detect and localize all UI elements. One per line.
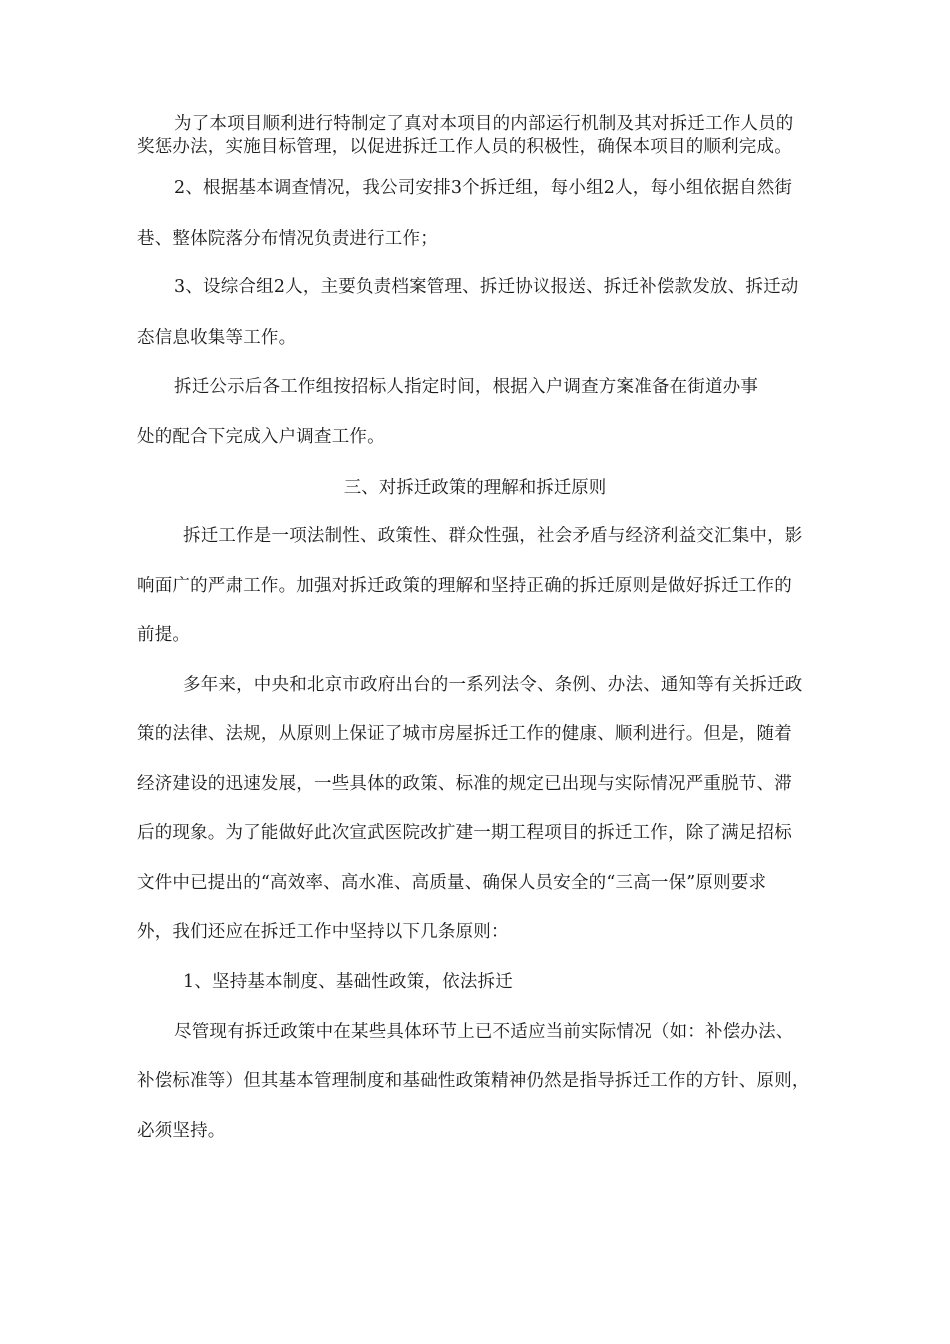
p6-line-1: 多年来，中央和北京市政府出台的一系列法令、条例、办法、通知等有关拆迁政 <box>183 675 803 695</box>
p6-line-6: 外，我们还应在拆迁工作中坚持以下几条原则： <box>137 922 509 942</box>
p5-line-2: 响面广的严肃工作。加强对拆迁政策的理解和坚持正确的拆迁原则是做好拆迁工作的 <box>137 576 792 596</box>
p2-line-2: 巷、整体院落分布情况负责进行工作； <box>137 229 438 249</box>
p4-line-2: 处的配合下完成入户调查工作。 <box>137 427 385 447</box>
p8-line-1: 尽管现有拆迁政策中在某些具体环节上已不适应当前实际情况（如：补偿办法、 <box>174 1022 794 1042</box>
p1-line-1: 为了本项目顺利进行特制定了真对本项目的内部运行机制及其对拆迁工作人员的 <box>174 114 794 134</box>
p3-line-1: 3、设综合组2人，主要负责档案管理、拆迁协议报送、拆迁补偿款发放、拆迁动 <box>174 277 799 297</box>
p6-line-4: 后的现象。为了能做好此次宣武医院改扩建一期工程项目的拆迁工作，除了满足招标 <box>137 823 792 843</box>
p8-line-2: 补偿标准等）但其基本管理制度和基础性政策精神仍然是指导拆迁工作的方针、原则， <box>137 1071 810 1091</box>
p4-line-1: 拆迁公示后各工作组按招标人指定时间，根据入户调查方案准备在街道办事 <box>174 377 759 397</box>
p7-line-1: 1、坚持基本制度、基础性政策，依法拆迁 <box>183 972 513 992</box>
p3-line-2: 态信息收集等工作。 <box>137 328 297 348</box>
p8-line-3: 必须坚持。 <box>137 1121 226 1141</box>
p5-line-3: 前提。 <box>137 625 191 645</box>
p5-line-1: 拆迁工作是一项法制性、政策性、群众性强，社会矛盾与经济利益交汇集中，影 <box>183 526 803 546</box>
p6-line-2: 策的法律、法规，从原则上保证了城市房屋拆迁工作的健康、顺利进行。但是，随着 <box>137 724 792 744</box>
p6-line-5: 文件中已提出的“高效率、高水准、高质量、确保人员安全的“三高一保”原则要求 <box>137 873 767 893</box>
section-heading: 三、对拆迁政策的理解和拆迁原则 <box>343 478 607 498</box>
p1-line-2: 奖惩办法，实施目标管理，以促进拆迁工作人员的积极性，确保本项目的顺利完成。 <box>137 137 792 157</box>
p6-line-3: 经济建设的迅速发展，一些具体的政策、标准的规定已出现与实际情况严重脱节、滞 <box>137 774 792 794</box>
p2-line-1: 2、根据基本调查情况，我公司安排3个拆迁组，每小组2人，每小组依据自然街 <box>174 178 793 198</box>
